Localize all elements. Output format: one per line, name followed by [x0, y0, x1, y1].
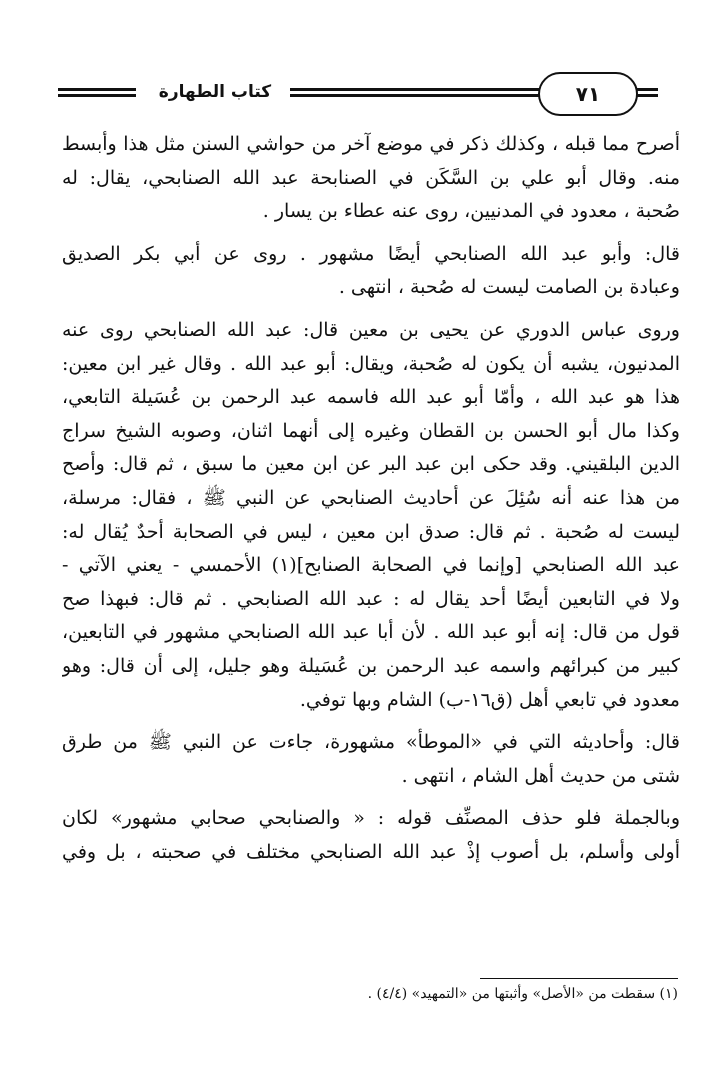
text-line: عبد الله الصنابحي [وإنما في الصحابة الصنابح](١) الأحمسي - يعني الآتي - [62, 554, 680, 577]
main-text [62, 128, 680, 878]
text-line: وكذا مال أبو الحسن بن القطان وغيره إلى أنهما اثنان، وصوبه الشيخ سراج [62, 419, 680, 442]
header-rule-left [58, 88, 136, 97]
text-line: معدود في تابعي أهل (ق١٦-ب) الشام وبها توفي. [299, 688, 680, 711]
text-line: هذا هو عبد الله ، وأمّا أبو عبد الله فاسمه عبد الرحمن بن عُسَيلة التابعي، [62, 386, 680, 409]
book-title: كتاب الطهارة [158, 82, 272, 102]
text-line: المدنيون، يشبه أن يكون له صُحبة، ويقال: أبو عبد الله . وقال غير ابن معين: [62, 352, 680, 375]
text-line: وعبادة بن الصامت ليست له صُحبة ، انتهى . [338, 276, 680, 299]
text-line: أصرح مما قبله ، وكذلك ذكر في موضع آخر من حواشي السنن مثل هذا وأبسط [62, 133, 680, 155]
text-line: كبير من كبرائهم واسمه عبد الرحمن بن عُسَيلة وهو جليل، إلى أن قال: وهو [62, 654, 680, 677]
text-line: قال: وأحاديثه التي في «الموطأ» مشهورة، جاءت عن النبي ﷺ من طرق [62, 731, 680, 754]
text-line: شتى من حديث أهل الشام ، انتهى . [401, 764, 680, 787]
text-line: ولا في التابعين أيضًا أحد يقال له : عبد الله الصنابحي . ثم قال: فبهذا صح [62, 587, 680, 610]
footnote: (١) سقطت من «الأصل» وأثبتها من «التمهيد» (٤/٤) . [367, 986, 678, 1002]
paragraph [62, 238, 680, 305]
text-line: وروى عباس الدوري عن يحيى بن معين قال: عبد الله الصنابحي روى عنه [62, 318, 680, 341]
text-line: قال: وأبو عبد الله الصنابحي أيضًا مشهور . روى عن أبي بكر الصديق [62, 242, 680, 265]
running-header [58, 72, 658, 120]
footnote-separator [480, 978, 678, 979]
paragraph [62, 726, 680, 793]
text-line: من هذا عنه أنه سُئِلَ عن أحاديث الصنابحي عن النبي ﷺ ، فقال: مرسلة، [62, 486, 680, 509]
paragraph [62, 802, 680, 869]
text-line: ليست له صُحبة . ثم قال: صدق ابن معين ، ليس في الصحابة أحدٌ يُقال له: [62, 520, 680, 543]
text-line: أولى وأسلم، بل أصوب إذْ عبد الله الصنابحي مختلف في صحبته ، بل وفي [62, 840, 680, 863]
paragraph [62, 314, 680, 717]
paragraph [62, 128, 680, 229]
text-line: قول من قال: إنه أبو عبد الله . لأن أبا عبد الله الصنابحي مشهور في التابعين، [62, 621, 680, 644]
page-number: ٧١ [538, 72, 638, 116]
text-line: منه. وقال أبو علي بن السَّكَن في الصنابحة عبد الله الصنابحي، يقال: له [62, 166, 680, 189]
text-line: صُحبة ، معدود في المدنيين، روى عنه عطاء بن يسار . [262, 200, 680, 223]
text-line: الدين البلقيني. وقد حكى ابن عبد البر عن ابن معين ما سبق ، ثم قال: وأصح [62, 453, 680, 476]
text-line: وبالجملة فلو حذف المصنِّف قوله : « والصنابحي صحابي مشهور» لكان [62, 807, 680, 830]
header-rule-right [636, 88, 658, 97]
